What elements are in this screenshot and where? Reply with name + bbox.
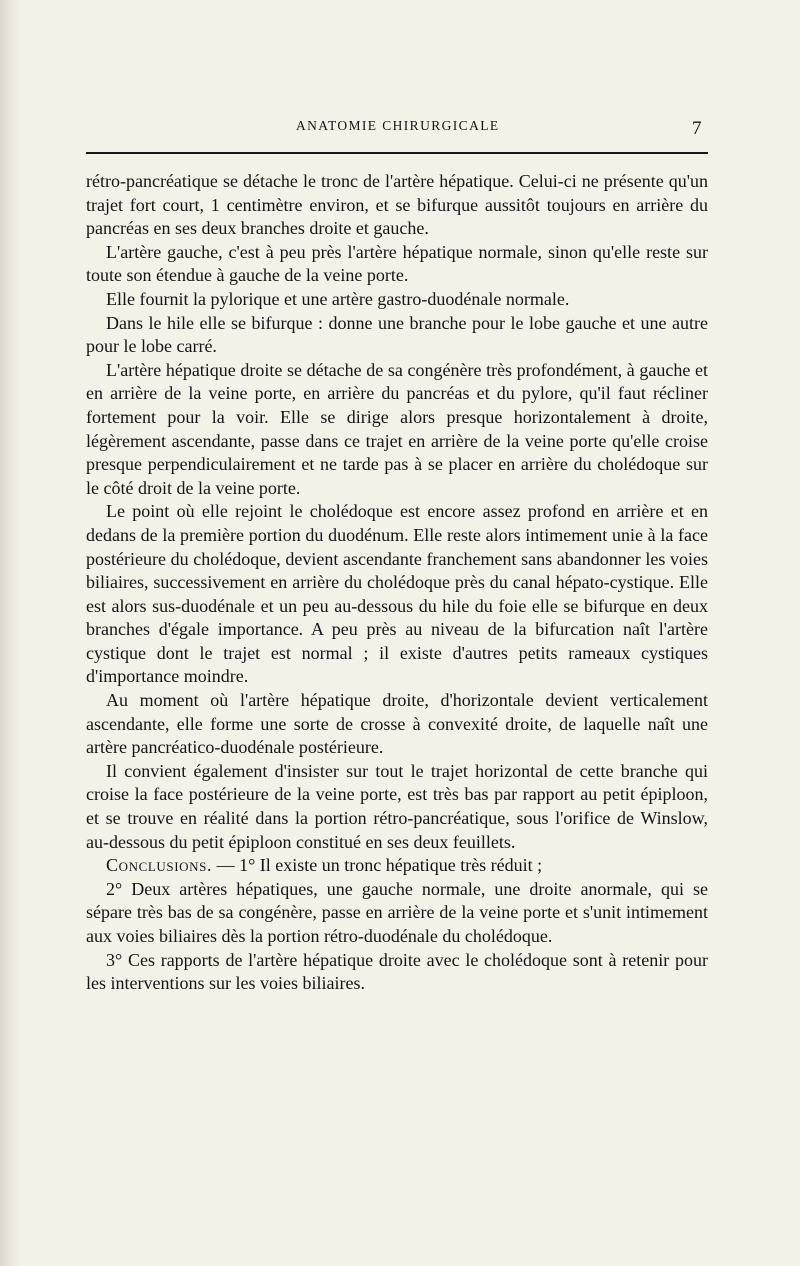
paragraph: Le point où elle rejoint le cholédoque est encore assez profond en arrière et en dedans de la première portion du duodénum. Elle reste alors intimement unie à la face postérieure du cholédoque, devient ascendante franchement sans abandonner les voies biliaires, successivement en arrière du cholédoque près du canal hépato-cystique. Elle est alors sus-duodénale et un peu au-dessous du hile du foie elle se bifurque en deux branches d'égale importance. A peu près au niveau de la bifurcation naît l'artère cystique dont le trajet est normal ; il existe d'autres petits rameaux cystiques d'importance moindre. (86, 501, 708, 687)
page-number: 7 (692, 118, 702, 139)
paragraph: 2° Deux artères hépatiques, une gauche normale, une droite anormale, qui se sépare très bas de sa congénère, passe en arrière de la veine porte et s'unit intimement aux voies biliaires dès la portion rétro-duodénale du cholédoque. (86, 878, 708, 946)
paragraph: Il convient également d'insister sur tout le trajet horizontal de cette branche qui croise la face postérieure de la veine porte, est très bas par rapport au petit épiploon, et se trouve en réalité dans la portion rétro-pancréatique, sous l'orifice de Winslow, au-dessous du petit épiploon constitué en ses deux feuillets. (86, 760, 708, 852)
conclusions-paragraph (86, 854, 708, 878)
conclusions-text: — 1° Il existe un tronc hépatique très réduit ; (212, 855, 543, 876)
running-header (0, 118, 800, 142)
header-rule (86, 152, 708, 154)
paragraph: L'artère hépatique droite se détache de sa congénère très profondément, à gauche et en arrière de la veine porte, en arrière du pancréas et du pylore, qu'il faut récliner fortement pour la voir. Elle se dirige alors presque horizontalement à droite, légèrement ascendante, passe dans ce trajet en arrière de la veine porte qu'elle croise presque perpendiculairement et ne tarde pas à se placer en arrière du cholédoque sur le côté droit de la veine porte. (86, 359, 708, 498)
conclusions-label: Conclusions. (106, 855, 213, 876)
body-text (86, 170, 708, 996)
paragraph: L'artère gauche, c'est à peu près l'artère hépatique normale, sinon qu'elle reste sur toute son étendue à gauche de la veine porte. (86, 241, 708, 286)
paragraph: Elle fournit la pylorique et une artère gastro-duodénale normale. (106, 288, 570, 309)
paragraph: rétro-pancréatique se détache le tronc de l'artère hépatique. Celui-ci ne présente qu'un trajet fort court, 1 centimètre environ, et se bifurque aussitôt toujours en arrière du pancréas en ses deux branches droite et gauche. (86, 171, 708, 239)
paragraph: Au moment où l'artère hépatique droite, d'horizontale devient verticalement ascendante, elle forme une sorte de crosse à convexité droite, de laquelle naît une artère pancréatico-duodénale postérieure. (86, 690, 708, 758)
running-title: ANATOMIE CHIRURGICALE (296, 118, 500, 133)
paragraph: 3° Ces rapports de l'artère hépatique droite avec le cholédoque sont à retenir pour les interventions sur les voies biliaires. (86, 949, 708, 994)
paragraph: Dans le hile elle se bifurque : donne une branche pour le lobe gauche et une autre pour le lobe carré. (86, 312, 708, 357)
